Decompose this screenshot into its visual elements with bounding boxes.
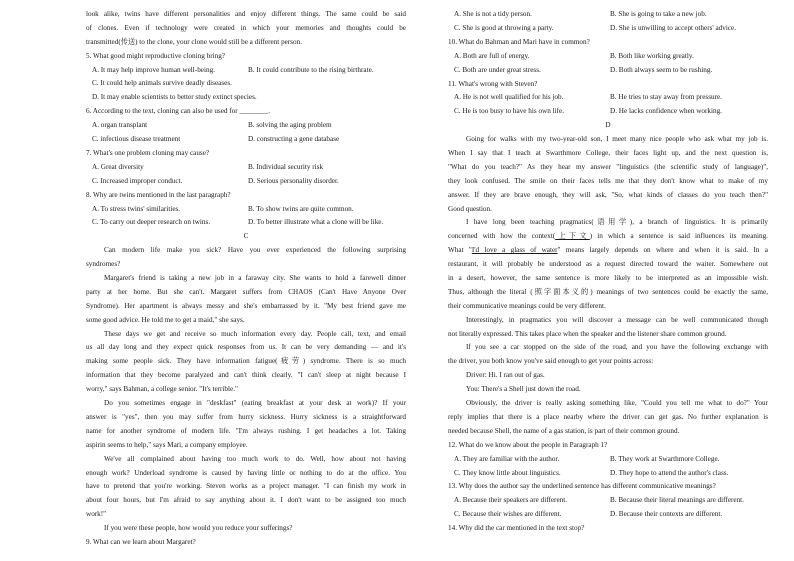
text-line: Margaret's friend is taking a new job in a faraway city. She wants to hold a farewell dinner — [104, 274, 406, 283]
option-a: A. He is not well qualified for his job. — [454, 93, 564, 102]
option-a: A. Both are full of energy. — [454, 51, 530, 60]
question-12 — [448, 439, 768, 481]
option-d: D. They hope to attend the author's class. — [610, 468, 729, 477]
text-line: Syndrome). Her apartment is always messy and she's embarrassed by it. "My best friend gave me — [86, 301, 406, 310]
question-stem: 8. Why are twins mentioned in the last paragraph? — [86, 190, 231, 199]
option-b: B. Individual security risk — [248, 162, 324, 171]
text-line: work!" — [86, 510, 107, 519]
option-b: B. Because their literal meanings are different. — [610, 496, 744, 505]
text-line: Good question. — [448, 204, 492, 213]
option-d: D. Because their contexts are different. — [610, 510, 723, 519]
question-stem: 7. What's one problem cloning may cause? — [86, 148, 210, 157]
option-d: D. Serious personality disorder. — [248, 176, 339, 185]
option-a: A. Because their speakers are different. — [454, 496, 568, 505]
text-line: of clones. Even if technology were created in which your memories and thoughts could be — [86, 23, 406, 32]
text-line: not literally expressed. This takes place when the speaker and the listener share common ground. — [448, 329, 727, 338]
option-c: C. Both are under great stress. — [454, 65, 541, 74]
question-stem: 12. What do we know about the people in Paragraph 1? — [448, 440, 608, 449]
text-line: Obviously, the driver is really asking something like, "Could you tell me what to do?" Your — [466, 399, 768, 408]
text-line: they look confused. The smile on their faces tells me that they don't know what to make of my — [448, 176, 768, 185]
question-6 — [86, 105, 406, 147]
text-line: We've all complained about having too much work to do. Well, how about not having — [104, 454, 406, 463]
option-c: C. He is too busy to have his own life. — [454, 107, 564, 116]
text-line: worry," says Bahman, a college senior. "It's terrible." — [86, 385, 238, 394]
text-line: in a desert, however, the same sentence is more likely to be interpreted as an impossible wish. — [448, 274, 768, 283]
dialogue-you: You: There's a Shell just down the road. — [466, 385, 581, 394]
option-c: C. To carry out deeper research on twins. — [92, 218, 211, 227]
option-b: B. To show twins are quite common. — [248, 204, 354, 213]
question-11 — [448, 78, 768, 120]
question-8 — [86, 189, 406, 231]
text-line: transmitted(传送) to the clone, your clone would still be a different person. — [86, 37, 303, 46]
question-stem: 6. According to the text, cloning can also be used for ________. — [86, 107, 271, 116]
text-line — [448, 230, 768, 244]
text-line: When I say that I teach at Swarthmore College, their faces light up, and the next question is, — [448, 149, 768, 157]
option-c: C. It could help animals survive deadly diseases. — [92, 79, 232, 88]
question-10 — [448, 36, 768, 78]
question-stem: 13. Why does the author say the underlined sentence has different communicative meanings? — [448, 482, 716, 491]
text-line: restaurant, it will probably be understood as a request directed toward the waiter. Somewhere out — [448, 260, 768, 269]
option-c: C. She is good at throwing a party. — [454, 23, 554, 32]
passage-d — [448, 133, 768, 439]
option-b: B. It could contribute to the rising birthrate. — [248, 65, 374, 74]
option-c: C. Because their wishes are different. — [454, 510, 562, 519]
option-a: A. organ transplant — [92, 121, 148, 130]
option-b: B. She is going to take a new job. — [610, 10, 707, 18]
option-d: D. To better illustrate what a clone will be like. — [248, 218, 384, 227]
left-column — [86, 8, 406, 550]
text-segment: concerned with how the context( — [448, 232, 556, 241]
option-d: D. He lacks confidence when working. — [610, 107, 722, 116]
text-line: making some people sick. They have information fatigue(疲劳) syndrome. There is so much — [86, 357, 406, 366]
text-segment: What " — [448, 246, 472, 255]
text-line: Thus, although the literal (照字面本义的) meanings of two sentences could be exactly the same, — [448, 287, 768, 296]
question-stem: 10. What do Bahman and Mari have in common? — [448, 37, 590, 46]
question-7 — [86, 147, 406, 189]
text-line: enough work? Underload syndrome is caused by having little or nothing to do at the office. You — [86, 468, 406, 477]
text-line: have to pretend that you're working. Steven works as a project manager. "I can finish my work in — [86, 482, 406, 491]
section-heading-d: D — [605, 121, 611, 130]
text-line: reply implies that there is a place nearby where the driver can get gas. No further explanation is — [448, 412, 768, 421]
text-line: answer is "yes", then you may suffer from hurry sickness. Hurry sickness is a straightforward — [86, 412, 406, 421]
text-line: look alike, twins have different personalities and enjoy different things. The same could be said — [86, 10, 406, 18]
text-line: syndromes? — [86, 260, 121, 269]
text-line: the driver, you both know you've said enough to get your points across: — [448, 357, 654, 366]
text-line: some good advice. He told me to get a maid," she says. — [86, 315, 245, 324]
underlined-sentence: I'd love a glass of water — [471, 246, 558, 255]
option-d: D. It may enable scientists to better study extinct species. — [92, 93, 257, 102]
option-c: C. Increased improper conduct. — [92, 176, 183, 185]
text-line: Do you sometimes engage in "deskfast" (eating breakfast at your desk at work)? If your — [104, 399, 406, 408]
text-line: answer. If they are brave enough, they will ask, "So, what kinds of classes do you teach then?" — [448, 190, 768, 199]
text-line: needed because Shell, the name of a gas station, is part of their common ground. — [448, 426, 680, 435]
text-line: Interestingly, in pragmatics you will discover a message can be well communicated though — [466, 315, 768, 324]
dialogue-driver: Driver: Hi. I ran out of gas. — [466, 371, 545, 380]
text-segment: ) in which a sentence is said influences its meaning. — [589, 232, 768, 241]
option-b: B. Both like working greatly. — [610, 51, 694, 60]
option-b: B. He tries to stay away from pressure. — [610, 93, 722, 102]
text-line: Going for walks with my two-year-old son, I meet many nice people who ask what my job is. — [466, 135, 768, 144]
text-line: I have long been teaching pragmatics(语用学), a branch of linguistics. It is primarily — [466, 218, 768, 227]
option-a: A. Great diversity — [92, 162, 144, 171]
text-line: name for another syndrome of modern life. "I'm always rushing. I get headaches a lot. Taking — [86, 426, 406, 435]
option-a: A. To stress twins' similarities. — [92, 204, 181, 213]
option-b: B. They work at Swarthmore College. — [610, 454, 720, 463]
option-a: A. They are familiar with the author. — [454, 454, 560, 463]
option-d: D. She is unwilling to accept others' advice. — [610, 23, 737, 32]
section-heading-c: C — [243, 232, 249, 241]
text-line: These days we get and receive so much information every day. People call, text, and email — [104, 329, 406, 338]
text-line: "What do you teach?" As they hear my answer "linguistics (the scientific study of language)", — [448, 162, 768, 171]
option-a: A. She is not a tidy person. — [454, 10, 532, 18]
passage-c — [86, 244, 406, 536]
text-line — [448, 244, 768, 258]
text-line: their communicative meanings could be very different. — [448, 301, 606, 310]
text-line: If you were these people, how would you reduce your sufferings? — [104, 524, 293, 533]
question-stem: 5. What good might reproductive cloning bring? — [86, 51, 225, 60]
question-5 — [86, 50, 406, 106]
text-line: party at her home. But she can't. Margaret suffers from CHAOS (Can't Have Anyone Over — [86, 287, 406, 296]
question-9-stem: 9. What can we learn about Margaret? — [86, 537, 196, 546]
question-14-stem: 14. Why did the car mentioned in the text stop? — [448, 524, 585, 533]
option-c: C. infectious disease treatment — [92, 135, 181, 144]
text-line: information that they become paralyzed and can't think clearly. "I can't sleep at night because I — [86, 371, 406, 380]
text-line: aspirin seems to help," says Mari, a company employee. — [86, 440, 248, 449]
option-d: D. Both always seem to be rushing. — [610, 65, 713, 74]
text-line: us all day long and they expect quick responses from us. It can be very demanding — and it's — [86, 343, 406, 352]
question-13 — [448, 480, 768, 522]
text-segment: " means largely depends on where and when it is said. In a — [557, 246, 768, 255]
right-column — [448, 8, 768, 536]
option-a: A. It may help improve human well-being. — [92, 65, 215, 74]
passage-b-ending — [86, 8, 406, 50]
text-line: about four hours, but I'm afraid to say anything about it. I don't want to be assigned too much — [86, 496, 406, 505]
option-b: B. solving the aging problem — [248, 121, 332, 130]
text-line: Can modern life make you sick? Have you ever experienced the following surprising — [104, 246, 406, 255]
underlined-term: 上下文 — [555, 232, 590, 241]
option-d: D. constructing a gene database — [248, 135, 340, 144]
question-9-options — [448, 8, 768, 36]
question-stem: 11. What's wrong with Steven? — [448, 79, 538, 88]
option-c: C. They know little about linguistics. — [454, 468, 561, 477]
text-line: If you see a car stopped on the side of the road, and you have the following exchange with — [466, 343, 768, 352]
